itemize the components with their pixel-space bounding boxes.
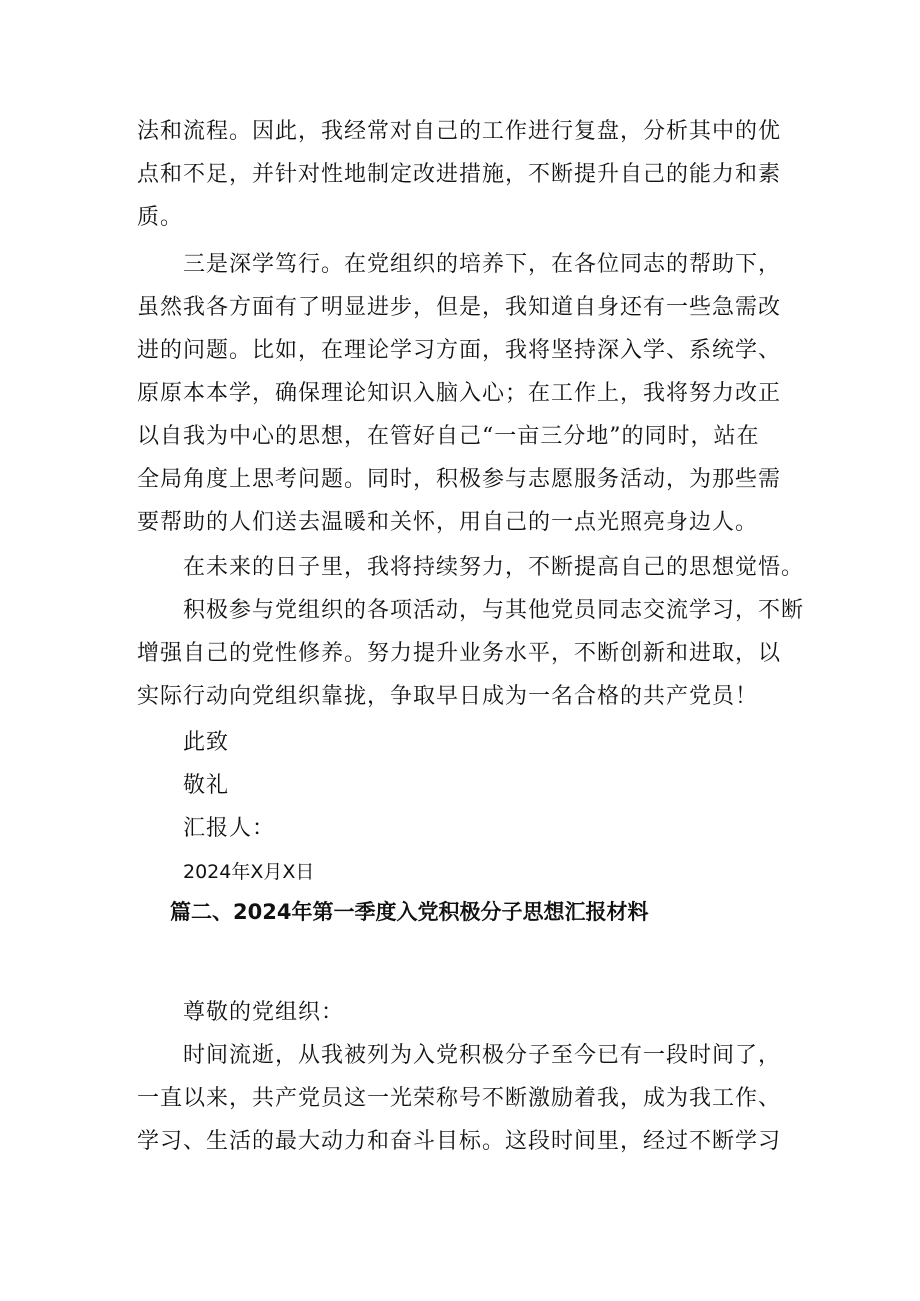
paragraph-line: 学习、生活的最大动力和奋斗目标。这段时间里，经过不断学习 <box>137 1129 782 1154</box>
paragraph-line: 原原本本学，确保理论知识入脑入心；在工作上，我将努力改正 <box>137 381 782 406</box>
closing-respect: 敬礼 <box>183 773 230 798</box>
paragraph-line: 在未来的日子里，我将持续努力，不断提高自己的思想觉悟。 <box>183 555 805 580</box>
paragraph-line: 一直以来，共产党员这一光荣称号不断激励着我，成为我工作、 <box>137 1086 782 1111</box>
paragraph-line: 时间流逝，从我被列为入党积极分子至今已有一段时间了， <box>183 1043 782 1068</box>
paragraph-line: 要帮助的人们送去温暖和关怀，用自己的一点光照亮身边人。 <box>137 510 759 535</box>
paragraph-line: 实际行动向党组织靠拢，争取早日成为一名合格的共产党员！ <box>137 684 759 709</box>
closing-salute: 此致 <box>183 730 230 755</box>
reporter-label: 汇报人： <box>183 816 276 841</box>
section-heading: 篇二、2024年第一季度入党积极分子思想汇报材料 <box>170 900 649 924</box>
greeting: 尊敬的党组织： <box>183 1000 345 1025</box>
paragraph-line: 三是深学笃行。在党组织的培养下，在各位同志的帮助下， <box>183 252 782 277</box>
paragraph-line: 点和不足，并针对性地制定改进措施，不断提升自己的能力和素 <box>137 162 782 187</box>
paragraph-line: 进的问题。比如，在理论学习方面，我将坚持深入学、系统学、 <box>137 338 782 363</box>
report-date: 2024年X月X日 <box>183 861 315 883</box>
paragraph-line: 虽然我各方面有了明显进步，但是，我知道自身还有一些急需改 <box>137 295 782 320</box>
paragraph-line: 法和流程。因此，我经常对自己的工作进行复盘，分析其中的优 <box>137 119 782 144</box>
paragraph-line: 以自我为中心的思想，在管好自己“一亩三分地”的同时，站在 <box>137 424 760 449</box>
paragraph-line: 增强自己的党性修养。努力提升业务水平，不断创新和进取，以 <box>137 641 782 666</box>
paragraph-line: 积极参与党组织的各项活动，与其他党员同志交流学习，不断 <box>183 598 805 623</box>
paragraph-line: 质。 <box>137 205 184 230</box>
paragraph-line: 全局角度上思考问题。同时，积极参与志愿服务活动，为那些需 <box>137 467 782 492</box>
